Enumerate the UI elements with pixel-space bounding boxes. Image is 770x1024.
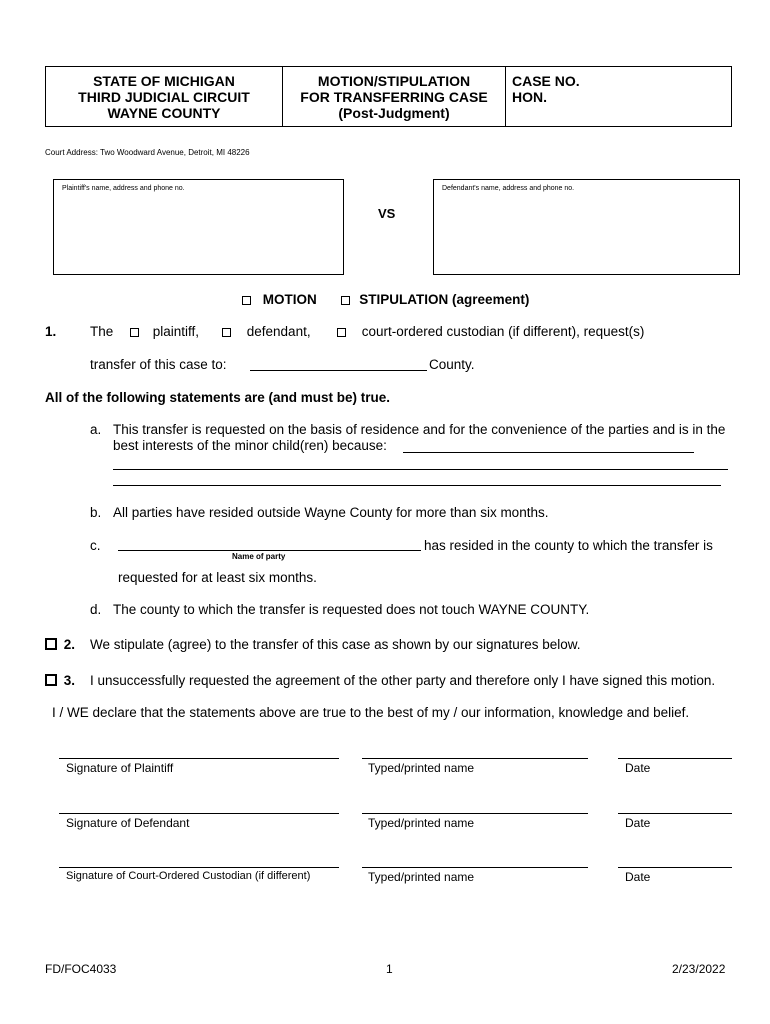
- title-line-2: FOR TRANSFERRING CASE: [300, 89, 488, 105]
- item1-defendant-option: [222, 324, 311, 339]
- type-options: [242, 292, 529, 307]
- county-label: County.: [429, 357, 475, 372]
- form-id: FD/FOC4033: [45, 962, 117, 976]
- court-address: Court Address: Two Woodward Avenue, Detroit, MI 48226: [45, 148, 250, 157]
- plaintiff-date-label: Date: [625, 761, 651, 775]
- title-line-3: (Post-Judgment): [338, 105, 450, 121]
- reason-field-1[interactable]: [403, 452, 694, 453]
- court-line-circuit: THIRD JUDICIAL CIRCUIT: [78, 89, 250, 105]
- custodian-date-label: Date: [625, 870, 651, 884]
- item3-option: [45, 673, 75, 688]
- plaintiff-signature-label: Signature of Plaintiff: [66, 761, 174, 775]
- custodian-typed-name-label: Typed/printed name: [368, 870, 475, 884]
- statement-a-line1: This transfer is requested on the basis of residence and for the convenience of the parties and is in the: [113, 422, 726, 437]
- county-field[interactable]: [250, 370, 427, 371]
- item2-option: [45, 637, 75, 652]
- transfer-text: transfer of this case to:: [90, 357, 227, 372]
- item3-text: I unsuccessfully requested the agreement of the other party and therefore only I have signed this motion.: [90, 673, 716, 688]
- statement-b-text: All parties have resided outside Wayne County for more than six months.: [113, 505, 549, 520]
- item2-checkbox[interactable]: [45, 638, 57, 650]
- court-line-state: STATE OF MICHIGAN: [93, 73, 235, 89]
- defendant-date-label: Date: [625, 816, 651, 830]
- reason-field-2[interactable]: [113, 469, 728, 470]
- statements-heading: All of the following statements are (and must be) true.: [45, 390, 391, 405]
- defendant-label: Defendant's name, address and phone no.: [442, 185, 575, 192]
- motion-label: MOTION: [262, 292, 317, 307]
- plaintiff-option-label: plaintiff,: [152, 324, 200, 339]
- item3-checkbox[interactable]: [45, 674, 57, 686]
- name-of-party-caption: Name of party: [232, 552, 286, 561]
- statement-a-letter: a.: [90, 422, 102, 437]
- defendant-signature-label: Signature of Defendant: [66, 816, 190, 830]
- custodian-signature-label: Signature of Court-Ordered Custodian (if different): [66, 870, 311, 882]
- statement-c-text1: has resided in the county to which the transfer is: [424, 538, 713, 553]
- court-name: [46, 67, 283, 126]
- stipulation-label: STIPULATION (agreement): [359, 292, 530, 307]
- defendant-typed-name-line[interactable]: [362, 813, 588, 814]
- plaintiff-checkbox[interactable]: [130, 328, 139, 337]
- hon-label: HON.: [512, 89, 547, 105]
- item2-text: We stipulate (agree) to the transfer of this case as shown by our signatures below.: [90, 637, 581, 652]
- plaintiff-typed-name-label: Typed/printed name: [368, 761, 475, 775]
- item1-the: The: [90, 324, 114, 339]
- reason-field-3[interactable]: [113, 485, 721, 486]
- custodian-typed-name-line[interactable]: [362, 867, 588, 868]
- item3-number: 3.: [63, 673, 76, 688]
- custodian-signature-line[interactable]: [59, 867, 339, 868]
- vs-label: VS: [378, 206, 396, 221]
- plaintiff-box[interactable]: [53, 179, 344, 275]
- plaintiff-signature-line[interactable]: [59, 758, 339, 759]
- statement-c-letter: c.: [90, 538, 101, 553]
- caption-header: [45, 66, 732, 127]
- stipulation-checkbox[interactable]: [341, 296, 350, 305]
- title-line-1: MOTION/STIPULATION: [317, 73, 471, 89]
- item1-custodian-option: [337, 324, 644, 339]
- statement-d-letter: d.: [90, 602, 102, 617]
- item2-number: 2.: [63, 637, 76, 652]
- defendant-checkbox[interactable]: [222, 328, 231, 337]
- revision-date: 2/23/2022: [672, 962, 726, 976]
- court-line-county: WAYNE COUNTY: [107, 105, 221, 121]
- statement-d-text: The county to which the transfer is requested does not touch WAYNE COUNTY.: [113, 602, 590, 617]
- statement-a-line2: best interests of the minor child(ren) because:: [113, 438, 387, 453]
- item1-number: 1.: [45, 324, 57, 339]
- party-name-field[interactable]: [118, 550, 421, 551]
- plaintiff-typed-name-line[interactable]: [362, 758, 588, 759]
- defendant-date-line[interactable]: [618, 813, 732, 814]
- custodian-checkbox[interactable]: [337, 328, 346, 337]
- custodian-option-label: court-ordered custodian (if different), request(s): [361, 324, 645, 339]
- case-no-label: CASE NO.: [512, 73, 580, 89]
- case-info[interactable]: [506, 67, 731, 126]
- custodian-date-line[interactable]: [618, 867, 732, 868]
- page-number: 1: [386, 962, 393, 976]
- defendant-box[interactable]: [433, 179, 740, 275]
- defendant-typed-name-label: Typed/printed name: [368, 816, 475, 830]
- declaration: I / WE declare that the statements above are true to the best of my / our information, knowledge and belief.: [52, 705, 690, 720]
- defendant-option-label: defendant,: [246, 324, 311, 339]
- plaintiff-label: Plaintiff's name, address and phone no.: [62, 185, 185, 192]
- form-title: [283, 67, 506, 126]
- defendant-signature-line[interactable]: [59, 813, 339, 814]
- motion-checkbox[interactable]: [242, 296, 251, 305]
- statement-c-text2: requested for at least six months.: [118, 570, 317, 585]
- plaintiff-date-line[interactable]: [618, 758, 732, 759]
- item1-plaintiff-option: [130, 324, 199, 339]
- statement-b-letter: b.: [90, 505, 102, 520]
